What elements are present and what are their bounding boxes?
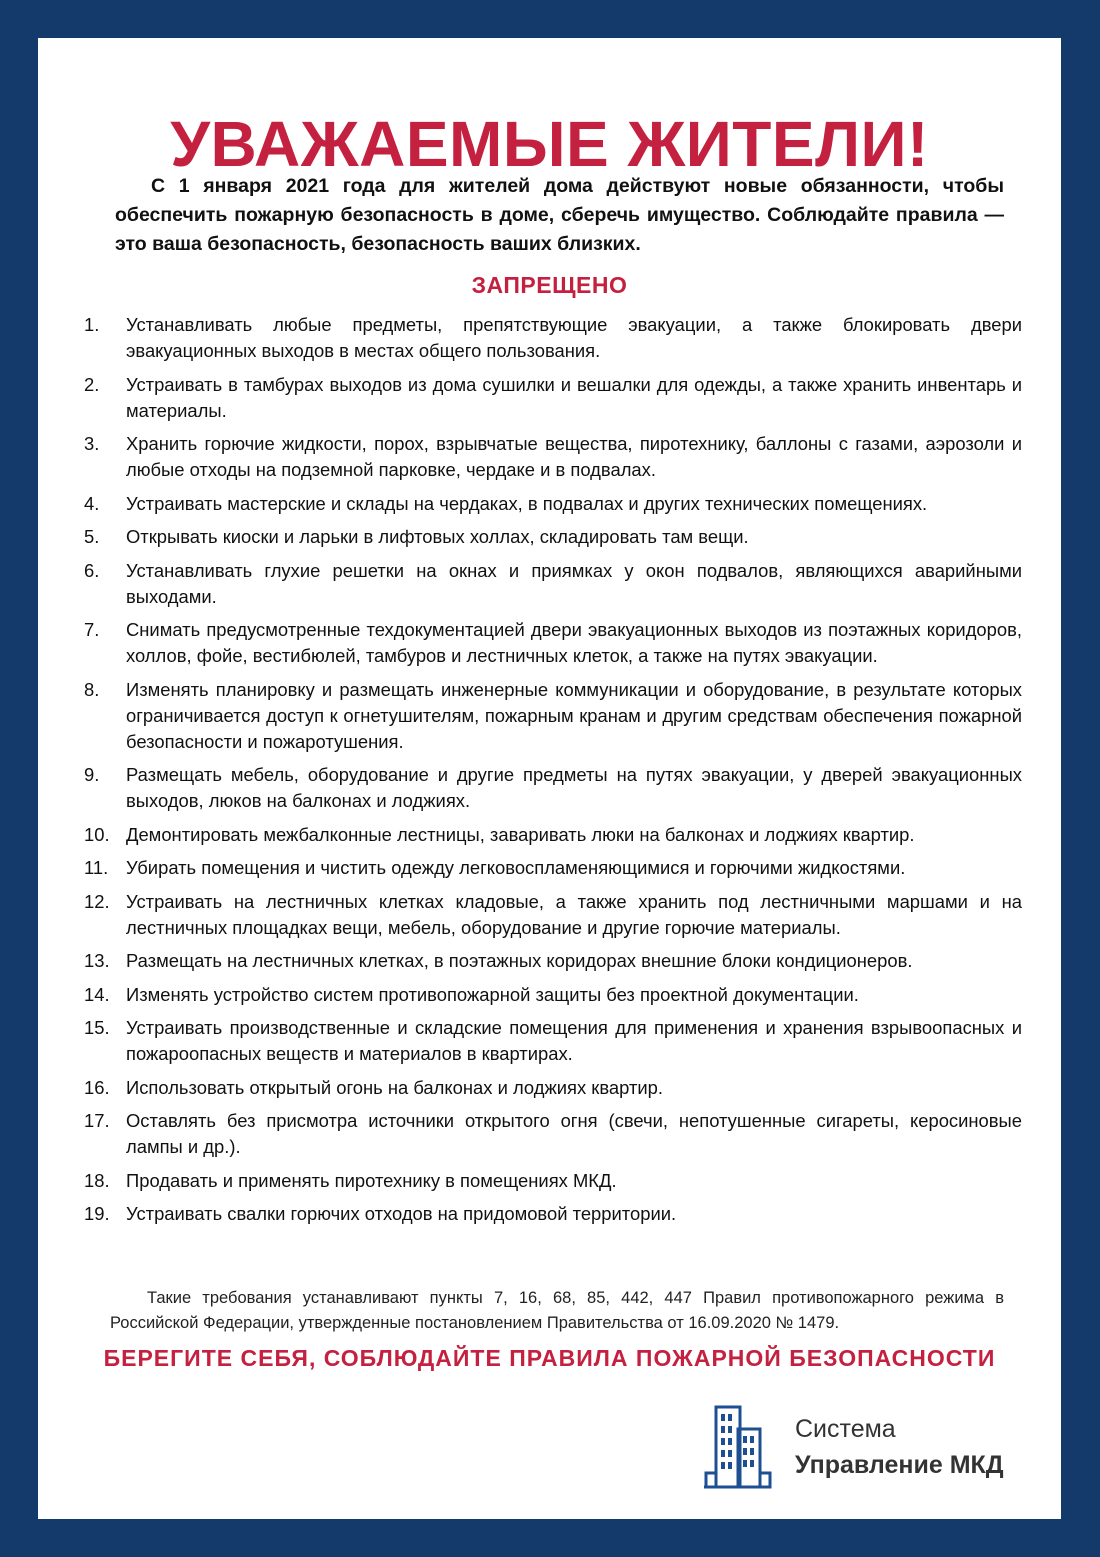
rule-item: [84, 431, 1022, 483]
slogan: БЕРЕГИТЕ СЕБЯ, СОБЛЮДАЙТЕ ПРАВИЛА ПОЖАРНОЙ БЕЗОПАСНОСТИ: [103, 1345, 996, 1371]
rule-item: [84, 491, 1022, 517]
rule-number: 15.: [84, 1017, 110, 1038]
rule-number: 11.: [84, 857, 109, 878]
poster-sheet: [38, 38, 1061, 1519]
rule-text: Убирать помещения и чистить одежду легковоспламеняющимися и горючими жидкостями.: [126, 857, 906, 878]
rule-text: Устанавливать глухие решетки на окнах и приямках у окон подвалов, являющихся аварийными выходами.: [126, 559, 1022, 607]
rule-text: Устраивать в тамбурах выходов из дома сушилки и вешалки для одежды, а также хранить инвентарь и материалы.: [126, 373, 1022, 421]
rule-text: Размещать мебель, оборудование и другие предметы на путях эвакуации, у дверей эвакуационных выходов, люков на балконах и лоджиях.: [126, 764, 1022, 811]
rule-text: Устраивать на лестничных клетках кладовые, а также хранить под лестничными маршами и на лестничных площадках вещи, мебель, оборудование и другие горючие материалы.: [126, 890, 1022, 938]
rule-number: 17.: [84, 1110, 110, 1131]
rule-number: 9.: [84, 764, 100, 785]
rule-number: 5.: [84, 526, 100, 547]
rule-number: 16.: [84, 1076, 110, 1098]
rule-item: [84, 617, 1022, 669]
poster-title: УВАЖАЕМЫЕ ЖИТЕЛИ!: [170, 108, 929, 180]
rule-item: [84, 558, 1022, 610]
rule-text: Снимать предусмотренные техдокументацией двери эвакуационных выходов из поэтажных коридоров, холлов, фойе, вестибюлей, тамбуров и лестничных клеток, а также на путях эвакуации.: [126, 619, 1022, 666]
rule-item: [84, 1075, 1022, 1101]
rule-number: 1.: [84, 314, 100, 335]
rule-number: 12.: [84, 890, 110, 912]
rule-number: 7.: [84, 619, 100, 640]
rule-text: Открывать киоски и ларьки в лифтовых холлах, складировать там вещи.: [126, 526, 749, 547]
rules-list: [84, 312, 1022, 1235]
rule-item: [84, 762, 1022, 814]
rule-number: 4.: [84, 492, 100, 514]
rule-text: Хранить горючие жидкости, порох, взрывчатые вещества, пиротехнику, баллоны с газами, аэрозоли и любые отходы на подземной парковке, чердаке и в подвалах.: [126, 433, 1022, 480]
company-logo: [702, 1403, 1042, 1493]
rule-number: 13.: [84, 950, 110, 971]
rule-item: [84, 822, 1022, 848]
building-icon: [702, 1403, 772, 1493]
rule-text: Демонтировать межбалконные лестницы, заваривать люки на балконах и лоджиях квартир.: [126, 823, 915, 845]
rule-text: Изменять планировку и размещать инженерные коммуникации и оборудование, в результате которых ограничивается доступ к огнетушителям, пожарным кранам и другим средствам обеспечения пожарной безопасности и пожаротушения.: [126, 678, 1022, 752]
rule-number: 14.: [84, 983, 110, 1005]
rule-item: [84, 1108, 1022, 1160]
rule-number: 8.: [84, 678, 100, 700]
rule-item: [84, 524, 1022, 550]
rule-item: [84, 948, 1022, 974]
logo-text-line1: Система: [795, 1415, 896, 1443]
rule-item: [84, 372, 1022, 424]
rule-text: Использовать открытый огонь на балконах и лоджиях квартир.: [126, 1076, 663, 1098]
rule-text: Устраивать производственные и складские помещения для применения и хранения взрывоопасных и пожароопасных веществ и материалов в квартирах.: [126, 1017, 1022, 1064]
rule-text: Устраивать мастерские и склады на чердаках, в подвалах и других технических помещениях.: [126, 492, 928, 514]
rule-number: 6.: [84, 559, 100, 581]
rule-item: [84, 677, 1022, 755]
rule-item: [84, 1168, 1022, 1194]
rule-number: 19.: [84, 1203, 110, 1224]
rule-number: 2.: [84, 373, 100, 395]
rule-item: [84, 312, 1022, 364]
rule-item: [84, 982, 1022, 1008]
rule-text: Размещать на лестничных клетках, в поэтажных коридорах внешние блоки кондиционеров.: [126, 950, 913, 971]
logo-text-line2: Управление МКД: [795, 1451, 1004, 1479]
rule-item: [84, 1015, 1022, 1067]
rule-item: [84, 855, 1022, 881]
rule-number: 18.: [84, 1169, 110, 1191]
rule-number: 10.: [84, 823, 110, 845]
rule-text: Продавать и применять пиротехнику в помещениях МКД.: [126, 1169, 617, 1191]
section-title: ЗАПРЕЩЕНО: [471, 272, 628, 298]
rule-text: Изменять устройство систем противопожарной защиты без проектной документации.: [126, 983, 859, 1005]
rule-text: Устанавливать любые предметы, препятствующие эвакуации, а также блокировать двери эвакуационных выходов в местах общего пользования.: [126, 314, 1022, 361]
rule-item: [84, 1201, 1022, 1227]
rule-text: Оставлять без присмотра источники открытого огня (свечи, непотушенные сигареты, керосиновые лампы и др.).: [126, 1110, 1022, 1157]
legal-note: Такие требования устанавливают пункты 7, 16, 68, 85, 442, 447 Правил противопожарного режима в Российской Федерации, утвержденные постановлением Правительства от 16.09.2020 № 1479.: [110, 1289, 1004, 1332]
intro-paragraph: С 1 января 2021 года для жителей дома действуют новые обязанности, чтобы обеспечить пожарную безопасность в доме, сберечь имущество. Соблюдайте правила — это ваша безопасность, безопасность ваших близких.: [115, 175, 1004, 255]
rule-text: Устраивать свалки горючих отходов на придомовой территории.: [126, 1203, 677, 1224]
rule-item: [84, 889, 1022, 941]
rule-number: 3.: [84, 433, 100, 454]
